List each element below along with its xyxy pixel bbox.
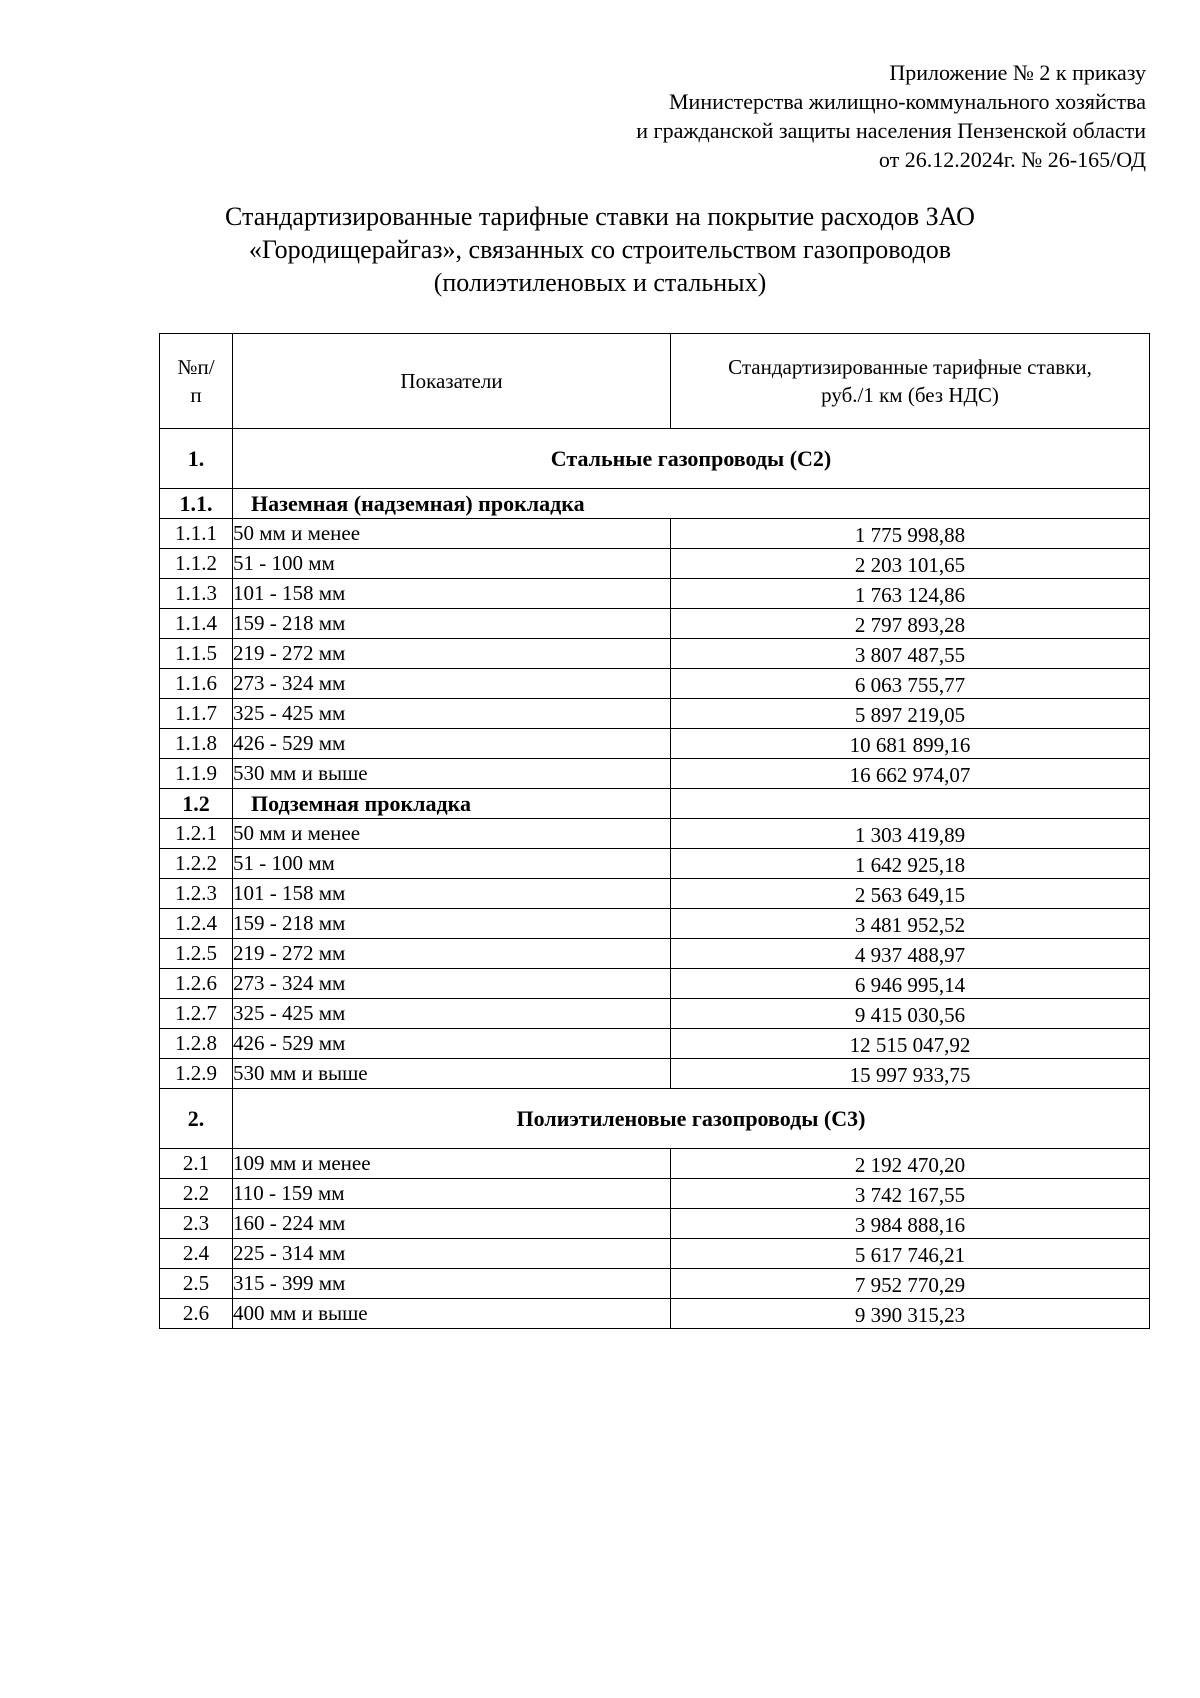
row-number-text: 1.1.6 [175, 671, 217, 695]
table-row [160, 1029, 1150, 1059]
row-indicator-text: 101 - 158 мм [233, 881, 346, 905]
row-indicator [233, 879, 671, 909]
row-indicator [233, 909, 671, 939]
row-rate-value-text: 1 763 124,86 [854, 583, 966, 607]
row-number [160, 1299, 233, 1329]
row-indicator-text: 159 - 218 мм [233, 611, 346, 635]
row-indicator-text: 50 мм и менее [233, 821, 361, 845]
row-rate-value [671, 669, 1150, 699]
row-number-text: 1.2.5 [175, 941, 217, 965]
row-rate-value [671, 519, 1150, 549]
row-number [160, 729, 233, 759]
row-indicator-text: 101 - 158 мм [233, 581, 346, 605]
row-rate-value [671, 969, 1150, 999]
row-indicator [233, 1179, 671, 1209]
row-rate-value-text: 4 937 488,97 [854, 943, 966, 967]
row-number-text: 1.2.3 [175, 881, 217, 905]
appendix-line: и гражданской защиты населения Пензенской области [636, 118, 1146, 143]
table-row [160, 1299, 1150, 1329]
table-row [160, 1239, 1150, 1269]
row-number-text: 1.1.8 [175, 731, 217, 755]
row-number-text: 2.5 [182, 1271, 210, 1295]
section-row [160, 1089, 1150, 1149]
row-rate-value-text: 6 946 995,14 [854, 973, 966, 997]
row-number-text: 2.1 [182, 1151, 210, 1175]
row-indicator-text: 51 - 100 мм [233, 851, 335, 875]
row-rate-value-text: 2 797 893,28 [854, 613, 966, 637]
row-indicator-text: 219 - 272 мм [233, 941, 346, 965]
table-row [160, 579, 1150, 609]
row-rate-value [671, 579, 1150, 609]
row-number [160, 1059, 233, 1089]
subsection-number: 1.1. [160, 489, 233, 519]
row-number [160, 999, 233, 1029]
table-header-row [160, 334, 1150, 429]
section-row [160, 429, 1150, 489]
row-rate-value-text: 1 775 998,88 [854, 523, 966, 547]
row-rate-value-text: 2 563 649,15 [854, 883, 966, 907]
row-rate-value [671, 699, 1150, 729]
row-number [160, 1149, 233, 1179]
row-rate-value-text: 1 303 419,89 [854, 823, 966, 847]
row-indicator [233, 1299, 671, 1329]
table-row [160, 609, 1150, 639]
row-number-text: 1.1.9 [175, 761, 217, 785]
subsection-number: 1.2 [160, 789, 233, 819]
table-row [160, 549, 1150, 579]
row-number-text: 2.4 [182, 1241, 210, 1265]
table-row [160, 939, 1150, 969]
row-indicator [233, 519, 671, 549]
row-number-text: 2.2 [182, 1181, 210, 1205]
row-indicator [233, 549, 671, 579]
table-row [160, 639, 1150, 669]
row-indicator-text: 325 - 425 мм [233, 1001, 346, 1025]
table-row [160, 1149, 1150, 1179]
header-number [160, 334, 233, 429]
row-rate-value [671, 849, 1150, 879]
row-indicator [233, 1239, 671, 1269]
title-line: Стандартизированные тарифные ставки на покрытие расходов ЗАО [225, 202, 975, 231]
header-rate-line: Стандартизированные тарифные ставки, [728, 355, 1092, 379]
table-row [160, 699, 1150, 729]
row-indicator [233, 849, 671, 879]
subsection-row [160, 489, 1150, 519]
row-number [160, 579, 233, 609]
row-rate-value-text: 3 481 952,52 [854, 913, 966, 937]
row-indicator [233, 819, 671, 849]
row-indicator [233, 579, 671, 609]
row-number-text: 1.2.7 [175, 1001, 217, 1025]
table-row [160, 879, 1150, 909]
row-indicator [233, 1269, 671, 1299]
row-number-text: 1.1.2 [175, 551, 217, 575]
header-rate [671, 334, 1150, 429]
row-number-text: 1.1.3 [175, 581, 217, 605]
table-row [160, 849, 1150, 879]
row-rate-value-text: 3 984 888,16 [854, 1213, 966, 1237]
row-indicator-text: 273 - 324 мм [233, 971, 346, 995]
row-number-text: 2.6 [182, 1301, 210, 1325]
table-row [160, 759, 1150, 789]
row-rate-value-text: 9 390 315,23 [854, 1303, 966, 1327]
row-rate-value [671, 879, 1150, 909]
section-number: 2. [160, 1089, 233, 1149]
row-number [160, 1269, 233, 1299]
row-rate-value-text: 15 997 933,75 [849, 1063, 971, 1087]
row-indicator-text: 426 - 529 мм [233, 731, 346, 755]
title-line: «Городищерайгаз», связанных со строительством газопроводов [248, 235, 952, 264]
row-rate-value [671, 1059, 1150, 1089]
row-indicator [233, 1029, 671, 1059]
header-rate-line: руб./1 км (без НДС) [821, 383, 999, 407]
row-indicator-text: 426 - 529 мм [233, 1031, 346, 1055]
row-number-text: 2.3 [182, 1211, 210, 1235]
section-title: Стальные газопроводы (С2) [233, 429, 1150, 489]
header-indicator: Показатели [233, 334, 671, 429]
section-number: 1. [160, 429, 233, 489]
row-rate-value [671, 1149, 1150, 1179]
row-rate-value-text: 5 617 746,21 [854, 1243, 966, 1267]
row-rate-value-text: 2 192 470,20 [854, 1153, 966, 1177]
row-indicator-text: 530 мм и выше [233, 1061, 368, 1085]
row-indicator [233, 939, 671, 969]
subsection-title: Наземная (надземная) прокладка [233, 489, 1150, 519]
title-line: (полиэтиленовых и стальных) [433, 268, 767, 297]
subsection-title: Подземная прокладка [233, 789, 671, 819]
table-row [160, 1209, 1150, 1239]
row-rate-value [671, 819, 1150, 849]
row-number [160, 1209, 233, 1239]
row-rate-value [671, 1239, 1150, 1269]
tariff-table [159, 333, 1150, 1329]
row-rate-value [671, 1269, 1150, 1299]
row-number [160, 849, 233, 879]
row-rate-value-text: 1 642 925,18 [854, 853, 966, 877]
row-indicator-text: 273 - 324 мм [233, 671, 346, 695]
row-number [160, 909, 233, 939]
row-rate-value-text: 3 807 487,55 [854, 643, 966, 667]
row-indicator-text: 51 - 100 мм [233, 551, 335, 575]
row-number-text: 1.1.7 [175, 701, 217, 725]
row-number [160, 939, 233, 969]
table-row [160, 519, 1150, 549]
appendix-note [636, 58, 1146, 174]
row-number-text: 1.1.1 [175, 521, 217, 545]
row-number [160, 1239, 233, 1269]
table-row [160, 909, 1150, 939]
row-number-text: 1.2.2 [175, 851, 217, 875]
row-rate-value-text: 5 897 219,05 [854, 703, 966, 727]
row-rate-value-text: 7 952 770,29 [854, 1273, 966, 1297]
row-rate-value-text: 6 063 755,77 [854, 673, 966, 697]
row-number [160, 699, 233, 729]
row-rate-value-text: 12 515 047,92 [849, 1033, 971, 1057]
row-rate-value [671, 759, 1150, 789]
table-row [160, 999, 1150, 1029]
table-row [160, 1179, 1150, 1209]
row-rate-value [671, 1029, 1150, 1059]
row-number [160, 819, 233, 849]
row-rate-value [671, 609, 1150, 639]
row-number [160, 969, 233, 999]
row-rate-value [671, 1179, 1150, 1209]
row-number [160, 1029, 233, 1059]
empty-cell [671, 789, 1150, 819]
document-title [150, 200, 1050, 299]
row-rate-value [671, 1209, 1150, 1239]
row-indicator-text: 109 мм и менее [233, 1151, 371, 1175]
row-indicator-text: 159 - 218 мм [233, 911, 346, 935]
section-title: Полиэтиленовые газопроводы (С3) [233, 1089, 1150, 1149]
row-rate-value [671, 999, 1150, 1029]
row-indicator-text: 219 - 272 мм [233, 641, 346, 665]
appendix-line: Приложение № 2 к приказу [889, 60, 1146, 85]
row-rate-value [671, 939, 1150, 969]
row-rate-value [671, 909, 1150, 939]
row-indicator [233, 1059, 671, 1089]
tariff-table-body [160, 334, 1150, 1329]
row-indicator-text: 530 мм и выше [233, 761, 368, 785]
row-indicator-text: 160 - 224 мм [233, 1211, 346, 1235]
subsection-row [160, 789, 1150, 819]
row-indicator [233, 729, 671, 759]
row-number-text: 1.2.8 [175, 1031, 217, 1055]
table-row [160, 969, 1150, 999]
row-indicator-text: 110 - 159 мм [233, 1181, 345, 1205]
row-rate-value [671, 1299, 1150, 1329]
row-rate-value [671, 549, 1150, 579]
table-row [160, 1059, 1150, 1089]
row-indicator [233, 759, 671, 789]
table-row [160, 819, 1150, 849]
row-rate-value-text: 10 681 899,16 [849, 733, 971, 757]
appendix-line: Министерства жилищно-коммунального хозяйства [668, 89, 1146, 114]
row-rate-value-text: 16 662 974,07 [849, 763, 971, 787]
row-rate-value-text: 9 415 030,56 [854, 1003, 966, 1027]
row-indicator [233, 699, 671, 729]
row-rate-value [671, 729, 1150, 759]
row-number-text: 1.2.4 [175, 911, 217, 935]
appendix-line: от 26.12.2024г. № 26-165/ОД [878, 147, 1146, 172]
row-indicator [233, 669, 671, 699]
header-number-line: п [190, 383, 202, 407]
row-number [160, 519, 233, 549]
row-rate-value-text: 3 742 167,55 [854, 1183, 966, 1207]
table-row [160, 669, 1150, 699]
table-row [160, 729, 1150, 759]
row-indicator-text: 315 - 399 мм [233, 1271, 346, 1295]
row-number [160, 609, 233, 639]
row-number-text: 1.2.6 [175, 971, 217, 995]
row-indicator [233, 969, 671, 999]
row-indicator [233, 609, 671, 639]
row-number [160, 639, 233, 669]
row-number-text: 1.2.9 [175, 1061, 217, 1085]
row-number-text: 1.2.1 [175, 821, 217, 845]
row-number [160, 669, 233, 699]
row-indicator [233, 1209, 671, 1239]
row-indicator [233, 639, 671, 669]
row-rate-value [671, 639, 1150, 669]
row-number-text: 1.1.4 [175, 611, 217, 635]
header-number-line: №п/ [177, 355, 215, 379]
row-number [160, 549, 233, 579]
row-indicator-text: 50 мм и менее [233, 521, 361, 545]
row-indicator [233, 999, 671, 1029]
row-indicator-text: 325 - 425 мм [233, 701, 346, 725]
row-number [160, 1179, 233, 1209]
row-number [160, 879, 233, 909]
table-row [160, 1269, 1150, 1299]
row-number [160, 759, 233, 789]
row-indicator [233, 1149, 671, 1179]
row-indicator-text: 400 мм и выше [233, 1301, 368, 1325]
row-indicator-text: 225 - 314 мм [233, 1241, 346, 1265]
row-number-text: 1.1.5 [175, 641, 217, 665]
row-rate-value-text: 2 203 101,65 [854, 553, 966, 577]
